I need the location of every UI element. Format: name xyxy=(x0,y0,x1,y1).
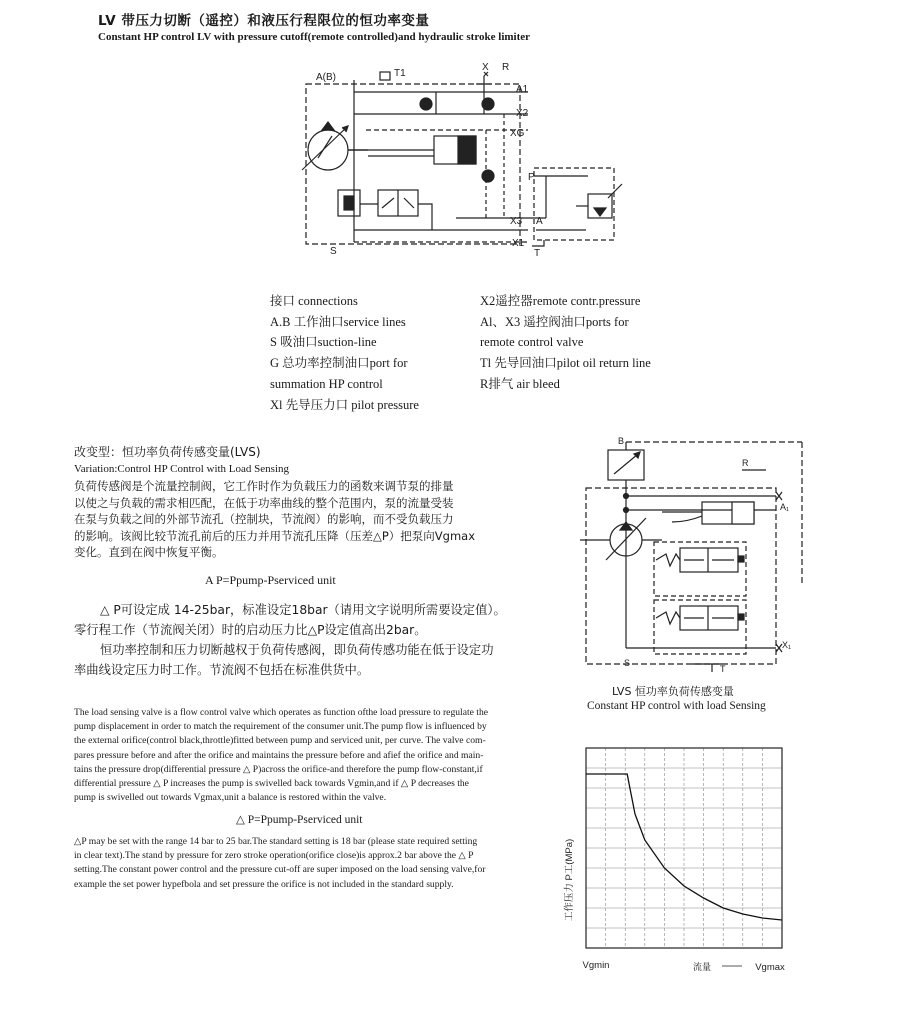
text-line: setting.The constant power control and the pressure cut-off are super imposed on the load sensing valve,for xyxy=(74,864,486,876)
text-line: pump displacement in order to match the requirement of the consumer unit.The pump flow is influenced by xyxy=(74,721,487,733)
variation-heading-en: Variation:Control HP Control with Load Sensing xyxy=(74,463,289,475)
text-line: 零行程工作（节流阀关闭）时的启动压力比△P设定值高出2bar。 xyxy=(74,623,427,637)
lvs-caption-cn: LVS 恒功率负荷传感变量 xyxy=(612,685,734,698)
variable-pump-symbol xyxy=(308,130,348,170)
formula-2: △ P=Ppump-Pserviced unit xyxy=(236,814,363,826)
text-line: 恒功率控制和压力切断越权于负荷传感阀，即负荷传感功能在低于设定功 xyxy=(100,643,494,657)
chart-y-axis-label: 工作压力 P工(MPa) xyxy=(564,838,575,922)
text-line: example the set power hypefbola and set pressure the orifice is not included in the standard supply. xyxy=(74,878,454,890)
legend-item: A.B 工作油口service lines xyxy=(270,314,406,329)
port-label-x2: X2 xyxy=(516,108,529,119)
lvs-caption-en: Constant HP control with load Sensing xyxy=(587,700,766,712)
text-line: △ P可设定成 14-25bar，标准设定18bar（请用文字说明所需要设定值）。 xyxy=(100,603,506,617)
lvs-circuit-diagram xyxy=(572,430,834,676)
chart-x-tick-label: Vgmin xyxy=(582,960,610,971)
port-label-x: X xyxy=(482,62,489,73)
text-line: 负荷传感阀是个流量控制阀，它工作时作为负载压力的函数来调节泵的排量 xyxy=(74,479,454,493)
port-label-r: R xyxy=(502,62,510,73)
text-line: tains the pressure drop(differential pressure △ P)across the orifice-and therefore the pump flow-constant,if xyxy=(74,763,483,775)
chart-x-axis-label: 流量 xyxy=(692,962,712,972)
power-curve-chart xyxy=(552,740,804,980)
text-line: pares pressure before and after the orifice and maintains the pressure before and afief the orifice and main- xyxy=(74,749,484,761)
legend-item: R排气 air bleed xyxy=(480,376,560,391)
legend-item: remote control valve xyxy=(480,335,584,350)
legend-item: Xl 先导压力口 pilot pressure xyxy=(270,397,419,412)
text-line: 在泵与负载之间的外部节流孔（控制块，节流阀）的影响，而不受负载压力 xyxy=(74,512,454,527)
formula-1: A P=Ppump-Pserviced unit xyxy=(205,573,336,587)
variation-paragraph-cn-2 xyxy=(74,600,544,680)
port-label-s: S xyxy=(330,246,337,257)
text-line: 以使之与负载的需求相匹配，在低于功率曲线的整个范围内，泵的流量受装 xyxy=(74,495,454,510)
legend-item: Al、X3 遥控阀油口ports for xyxy=(480,314,629,329)
port-label-x1: X1 xyxy=(512,238,525,249)
legend-item: Tl 先导回油口pilot oil return line xyxy=(480,356,651,371)
text-line: The load sensing valve is a flow control valve which operates as function ofthe load pressure to regulate the xyxy=(74,707,488,718)
port-label-xg: XG xyxy=(510,128,525,139)
legend-item: X2遥控器remote contr.pressure xyxy=(480,294,641,308)
legend-right xyxy=(480,291,651,395)
legend-item: 接口 connections xyxy=(270,294,358,308)
lvs-port-label-s: S xyxy=(624,658,631,668)
lvs-port-label-a1: A₁ xyxy=(780,502,790,512)
text-line: differential pressure △ P increases the pump is swivelled back towards Vgmin,and if △ P decreases the xyxy=(74,778,469,790)
lvs-port-label-x1: X₁ xyxy=(782,640,792,650)
port-label-a: A xyxy=(536,216,543,227)
check-valve-symbol xyxy=(420,98,432,110)
text-line: pump is swivelled out towards Vgmax,unit a balance is restored within the valve. xyxy=(74,792,387,804)
variation-paragraph-en-2 xyxy=(74,835,542,892)
legend-item: S 吸油口suction-line xyxy=(270,335,377,350)
variation-heading-cn: 改变型：恒功率负荷传感变量(LVS) xyxy=(74,445,261,459)
legend-left xyxy=(270,291,419,415)
text-line: △P may be set with the range 14 bar to 25 bar.The standard setting is 18 bar (please state required setting xyxy=(74,836,478,847)
page-title: LV 带压力切断（遥控）和液压行程限位的恒功率变量 xyxy=(98,13,430,29)
chart-x-tick-label: Vgmax xyxy=(755,962,785,973)
lvs-port-label-r: R xyxy=(742,458,749,468)
text-line: 率曲线设定压力时工作。节流阀不包括在标准供货中。 xyxy=(74,663,370,677)
port-label-a1: A1 xyxy=(516,84,529,95)
legend-item: G 总功率控制油口port for xyxy=(270,356,408,371)
port-label-p: P xyxy=(528,172,535,183)
port-label-t1: T1 xyxy=(394,68,406,79)
lvs-port-label-t: T xyxy=(720,664,726,674)
variation-paragraph-en-1 xyxy=(74,706,542,805)
lv-circuit-diagram xyxy=(296,58,632,260)
text-line: in clear text).The stand by pressure for zero stroke operation(orifice close)is approx.2 bar above the △ P xyxy=(74,850,474,862)
port-label-t: T xyxy=(534,248,541,259)
port-label-x3: X3 xyxy=(510,216,523,227)
chart-grid xyxy=(586,748,782,948)
text-line: 变化。直到在阀中恢复平衡。 xyxy=(74,545,224,560)
port-label-ab: A(B) xyxy=(316,72,336,83)
legend-item: summation HP control xyxy=(270,376,383,391)
text-line: the external orifice(control black,throttle)fitted between pump and serviced unit, per curve. The valve com- xyxy=(74,735,486,747)
lvs-port-label-b: B xyxy=(618,436,625,446)
text-line: 的影响。该阀比较节流孔前后的压力并用节流孔压降（压差△P）把泵向Vgmax xyxy=(74,528,475,543)
variation-paragraph-cn-1 xyxy=(74,478,544,561)
page-subtitle: Constant HP control LV with pressure cutoff(remote controlled)and hydraulic stroke limiter xyxy=(98,31,531,43)
